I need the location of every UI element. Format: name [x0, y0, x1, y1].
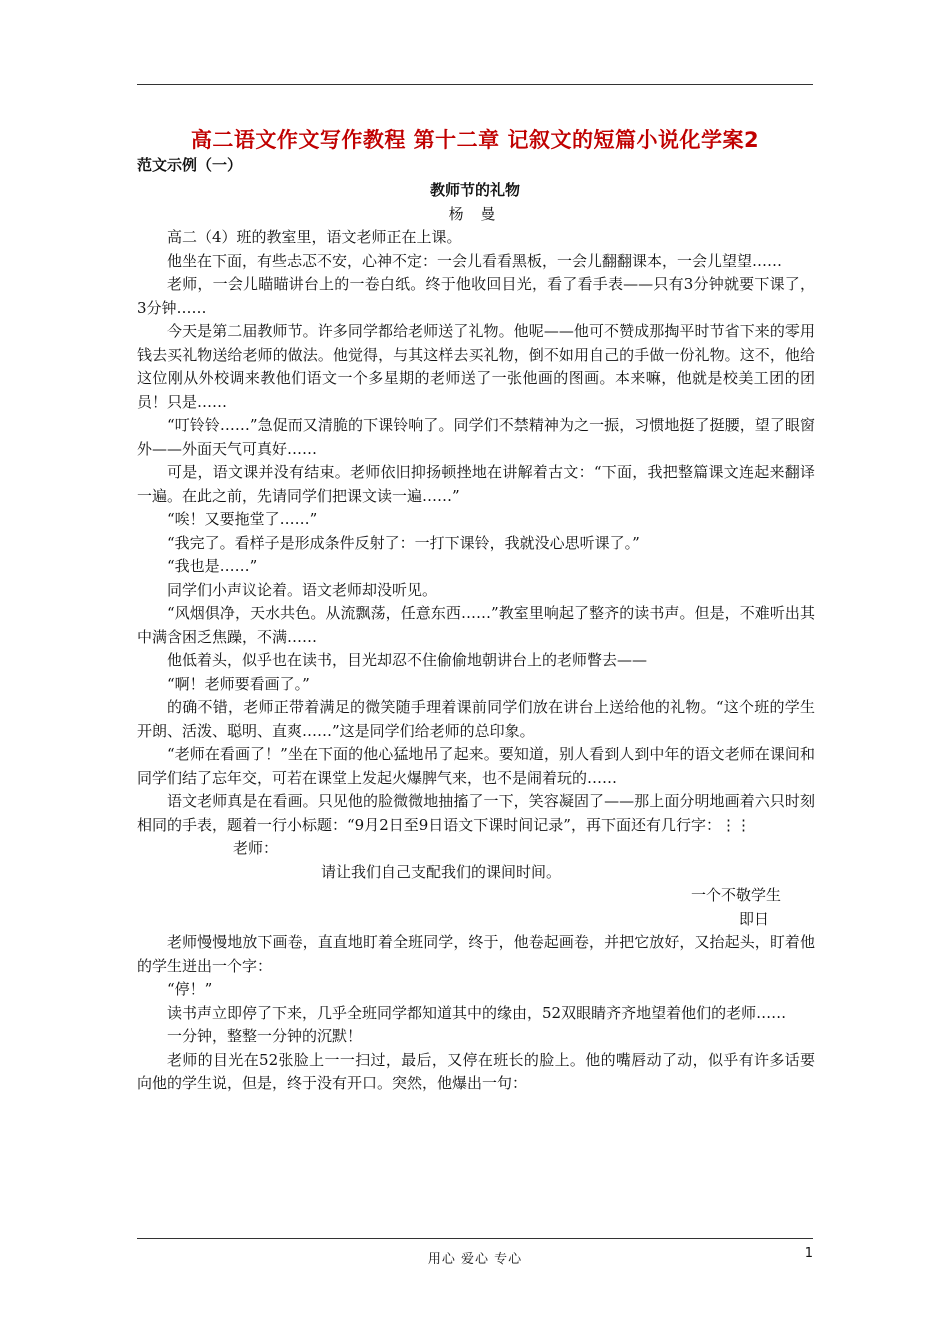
letter-signature: 一个不敬学生	[690, 886, 781, 904]
footer-motto: 用心 爱心 专心	[427, 1252, 523, 1267]
letter-body: 请让我们自己支配我们的课间时间。	[321, 862, 562, 881]
paragraph: “唉！又要拖堂了……”	[167, 510, 318, 528]
paragraph: 老师慢慢地放下画卷，直直地盯着全班同学，终于，他卷起画卷，并把它放好，又抬起头，盯着他的学生迸出一个字：	[137, 933, 815, 975]
essay-author: 杨 曼	[448, 205, 502, 223]
paragraph: 可是，语文课并没有结束。老师依旧抑扬顿挫地在讲解着古文：“下面，我把整篇课文连起来翻译一遍。在此之前，先请同学们把课文读一遍……”	[137, 463, 815, 505]
paragraph: 语文老师真是在看画。只见他的脸微微地抽搐了一下，笑容凝固了——那上面分明地画着六只时刻相同的手表，题着一行小标题：“9月2日至9日语文下课时间记录”，再下面还有几行字：⋮⋮	[137, 792, 815, 834]
paragraph: 老师，一会儿瞄瞄讲台上的一卷白纸。终于他收回目光，看了看手表——只有3分钟就要下课了，3分钟……	[137, 275, 815, 317]
letter-salutation: 老师：	[233, 839, 279, 857]
paragraph: 一分钟，整整一分钟的沉默！	[167, 1027, 363, 1045]
paragraph: “叮铃铃……”急促而又清脆的下课铃响了。同学们不禁精神为之一振，习惯地挺了挺腰，望了眼窗外——外面天气可真好……	[137, 416, 815, 458]
paragraph: 同学们小声议论着。语文老师却没听见。	[167, 580, 438, 599]
footer-rule	[137, 1238, 813, 1239]
paragraph: “老师在看画了！”坐在下面的他心猛地吊了起来。要知道，别人看到人到中年的语文老师在课间和同学们结了忘年交，可若在课堂上发起火爆脾气来，也不是闹着玩的……	[137, 745, 815, 787]
paragraph: 高二（4）班的教室里，语文老师正在上课。	[167, 228, 462, 246]
letter-date: 即日	[738, 909, 769, 928]
paragraph: 今天是第二届教师节。许多同学都给老师送了礼物。他呢——他可不赞成那掏平时节省下来的零用钱去买礼物送给老师的做法。他觉得，与其这样去买礼物，倒不如用自己的手做一份礼物。这不，他给这位刚从外校调来教他们语文一个多星期的老师送了一张他画的图画。本来嘛，他就是校美工团的团员！只是……	[137, 322, 815, 411]
paragraph: 读书声立即停了下来，几乎全班同学都知道其中的缘由，52双眼睛齐齐地望着他们的老师……	[167, 1003, 787, 1022]
essay-body	[137, 226, 815, 1096]
page-number: 1	[804, 1246, 813, 1261]
section-label: 范文示例（一）	[137, 156, 243, 174]
paragraph: 的确不错，老师正带着满足的微笑随手理着课前同学们放在讲台上送给他的礼物。“这个班的学生开朗、活泼、聪明、直爽……”这是同学们给老师的总印象。	[137, 698, 815, 740]
paragraph: “停！”	[167, 980, 213, 998]
paragraph: “风烟俱净，天水共色。从流飘荡，任意东西……”教室里响起了整齐的读书声。但是，不难听出其中满含困乏焦躁，不满……	[137, 604, 815, 646]
paragraph: “我也是……”	[167, 557, 258, 575]
paragraph: “啊！老师要看画了。”	[167, 674, 310, 693]
document-title: 高二语文作文写作教程 第十二章 记叙文的短篇小说化学案2	[190, 128, 760, 152]
paragraph: 他坐在下面，有些忐忑不安，心神不定：一会儿看看黑板，一会儿翻翻课本，一会儿望望……	[167, 251, 783, 270]
header-rule	[137, 84, 813, 85]
paragraph: “我完了。看样子是形成条件反射了：一打下课铃，我就没心思听课了。”	[167, 533, 640, 552]
paragraph: 他低着头，似乎也在读书，目光却忍不住偷偷地朝讲台上的老师瞥去——	[167, 651, 648, 669]
paragraph: 老师的目光在52张脸上一一扫过，最后，又停在班长的脸上。他的嘴唇动了动，似乎有许多话要向他的学生说，但是，终于没有开口。突然，他爆出一句：	[137, 1050, 815, 1092]
essay-title: 教师节的礼物	[429, 181, 520, 199]
